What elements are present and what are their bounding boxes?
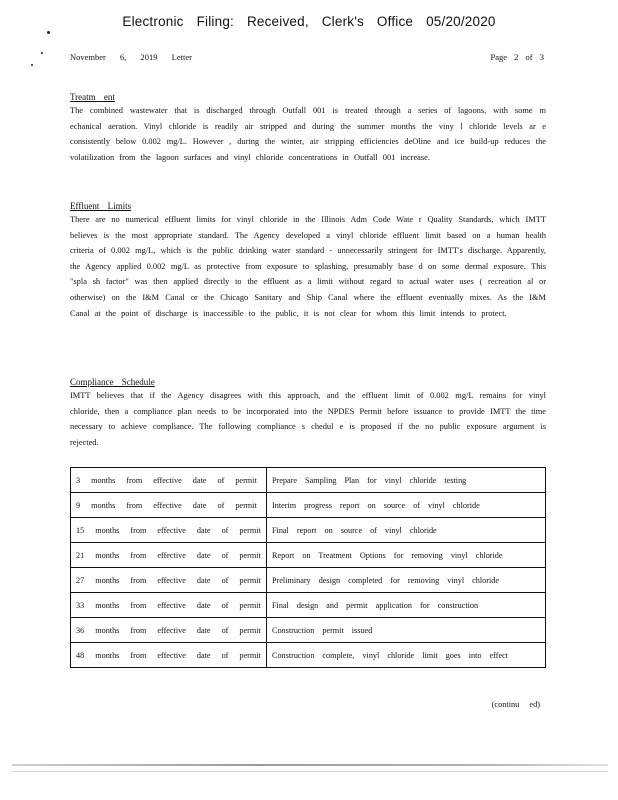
scan-artifact-line: [12, 764, 608, 766]
treatment-section: [70, 92, 546, 165]
compliance-paragraph: IMTT believes that if the Agency disagrees with this approach, and the effluent limit of 0.002 mg/L remains for vinyl chloride, then a compliance plan needs to be incorporated into the NPDES Permit before issuance to provide IMTT the time necessary to achieve compliance. The following compliance s chedul e is proposed if the no public exposure argument is rejected.: [70, 391, 546, 447]
schedule-time: 36 months from effective date of permit: [71, 618, 267, 643]
schedule-action: Prepare Sampling Plan for vinyl chloride testing: [267, 468, 546, 493]
table-row: [71, 493, 546, 518]
scan-speck: [31, 64, 33, 66]
schedule-action: Preliminary design completed for removing vinyl chloride: [267, 568, 546, 593]
schedule-action: Final report on source of vinyl chloride: [267, 518, 546, 543]
effluent-limits-paragraph: There are no numerical effluent limits for vinyl chloride in the Illinois Adm Code Wate r Quality Standards, which IMTT believes is the most appropriate standard. The Agency developed a vinyl chloride effluent limit based on a human health criteria of 0.002 mg/L, which is the public drinking water standard - unnecessarily stringent for IMTT's discharge. Apparently, the Agency applied 0.002 mg/L as protective from exposure to splashing, presumably base d on some dermal exposure. This "spla sh factor" was then applied directly to the effluent as a limit without regard to actual water uses ( recreation al or otherwise) on the I&M Canal or the Chicago Sanitary and Ship Canal where the effluent eventually mixes. As the I&M Canal at the point of discharge is inaccessible to the public, it is not clear for whom this limit intends to protect.: [70, 215, 546, 318]
schedule-time: 27 months from effective date of permit: [71, 568, 267, 593]
table-row: [71, 468, 546, 493]
compliance-schedule-table: [70, 467, 546, 668]
filing-banner: Electronic Filing: Received, Clerk's Office 05/20/2020: [122, 14, 496, 29]
schedule-action: Interim progress report on source of vinyl chloride: [267, 493, 546, 518]
letter-date-header: November 6, 2019 Letter: [70, 52, 192, 62]
schedule-time: 33 months from effective date of permit: [71, 593, 267, 618]
table-row: [71, 618, 546, 643]
compliance-section: [70, 377, 546, 450]
schedule-action: Construction permit issued: [267, 618, 546, 643]
table-row: [71, 518, 546, 543]
schedule-action: Report on Treatment Options for removing vinyl chloride: [267, 543, 546, 568]
treatment-paragraph: The combined wastewater that is discharged through Outfall 001 is treated through a series of lagoons, with some m echanical aeration. Vinyl chloride is readily air stripped and during the summer months the viny l chloride levels ar e consistently below 0.002 mg/L. However , during the winter, air stripping efficiencies deOline and ice build-up reduces the volatilization from the lagoon surfaces and vinyl chloride concentrations in Outfall 001 increase.: [70, 106, 546, 162]
schedule-time: 21 months from effective date of permit: [71, 543, 267, 568]
scan-artifact-line: [12, 771, 608, 772]
table-row: [71, 593, 546, 618]
compliance-heading: Compliance Schedule: [70, 377, 155, 387]
schedule-time: 9 months from effective date of permit: [71, 493, 267, 518]
schedule-action: Final design and permit application for construction: [267, 593, 546, 618]
schedule-action: Construction complete, vinyl chloride limit goes into effect: [267, 643, 546, 668]
schedule-time: 3 months from effective date of permit: [71, 468, 267, 493]
table-row: [71, 643, 546, 668]
scan-speck: [47, 31, 50, 34]
effluent-limits-section: [70, 201, 546, 321]
table-row: [71, 568, 546, 593]
treatment-heading: Treatm ent: [70, 92, 115, 102]
table-row: [71, 543, 546, 568]
page-number: Page 2 of 3: [490, 52, 544, 62]
schedule-time: 48 months from effective date of permit: [71, 643, 267, 668]
continued-note: (continu ed): [491, 700, 540, 709]
scan-speck: [41, 52, 43, 54]
effluent-limits-heading: Effluent Limits: [70, 201, 132, 211]
schedule-time: 15 months from effective date of permit: [71, 518, 267, 543]
